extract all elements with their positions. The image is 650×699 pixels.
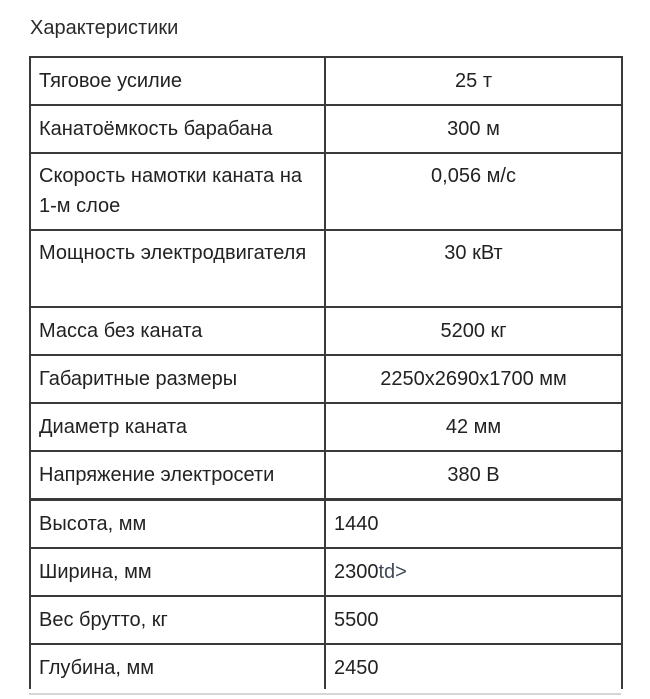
extra-value-text: 5500 bbox=[334, 609, 379, 631]
spec-label: Габаритные размеры bbox=[30, 355, 325, 403]
extra-value bbox=[325, 548, 622, 596]
extra-value bbox=[325, 500, 622, 549]
extra-label: Глубина, мм bbox=[30, 644, 325, 689]
spec-value: 30 кВт bbox=[325, 230, 622, 307]
extra-label: Вес брутто, кг bbox=[30, 596, 325, 644]
extra-value-text: 2300 bbox=[334, 561, 379, 583]
extra-value bbox=[325, 644, 622, 689]
spec-label: Диаметр каната bbox=[30, 403, 325, 451]
stray-markup-text: td> bbox=[378, 561, 407, 583]
spec-label: Напряжение электросети bbox=[30, 451, 325, 500]
table-bottom-edge bbox=[29, 693, 621, 695]
spec-value: 300 м bbox=[325, 105, 622, 153]
extra-label: Высота, мм bbox=[30, 500, 325, 549]
spec-label: Тяговое усилие bbox=[30, 57, 325, 105]
table-row bbox=[30, 355, 622, 403]
spec-value: 25 т bbox=[325, 57, 622, 105]
spec-value: 5200 кг bbox=[325, 307, 622, 355]
specifications-table bbox=[29, 56, 623, 689]
table-row bbox=[30, 403, 622, 451]
table-row bbox=[30, 644, 622, 689]
extra-value bbox=[325, 596, 622, 644]
extra-value-text: 1440 bbox=[334, 513, 379, 535]
table-row bbox=[30, 307, 622, 355]
spec-label: Мощность электродвигателя bbox=[30, 230, 325, 307]
spec-value: 2250x2690x1700 мм bbox=[325, 355, 622, 403]
section-title: Характеристики bbox=[30, 17, 179, 39]
spec-value: 380 В bbox=[325, 451, 622, 500]
table-row bbox=[30, 596, 622, 644]
table-row bbox=[30, 451, 622, 500]
table-row bbox=[30, 548, 622, 596]
table-row bbox=[30, 230, 622, 307]
table-row bbox=[30, 57, 622, 105]
table-row bbox=[30, 500, 622, 549]
spec-label: Канатоёмкость барабана bbox=[30, 105, 325, 153]
spec-label: Масса без каната bbox=[30, 307, 325, 355]
table-row bbox=[30, 153, 622, 230]
spec-value: 42 мм bbox=[325, 403, 622, 451]
extra-value-text: 2450 bbox=[334, 657, 379, 679]
spec-label: Скорость намотки каната на 1-м слое bbox=[30, 153, 325, 230]
spec-value: 0,056 м/с bbox=[325, 153, 622, 230]
extra-label: Ширина, мм bbox=[30, 548, 325, 596]
table-row bbox=[30, 105, 622, 153]
